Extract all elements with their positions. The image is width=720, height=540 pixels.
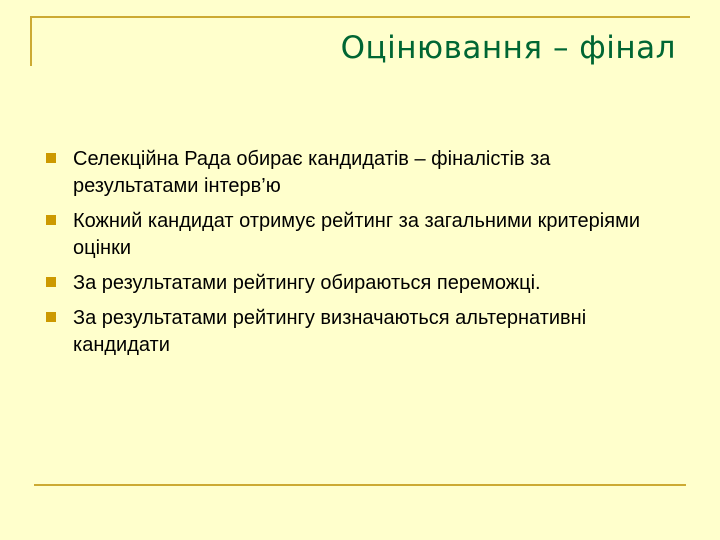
- square-bullet-icon: [46, 277, 56, 287]
- bullet-item: [44, 146, 664, 200]
- square-bullet-icon: [46, 312, 56, 322]
- bullet-text: За результатами рейтингу визначаються альтернативні кандидати: [73, 307, 587, 356]
- bottom-rule: [34, 484, 686, 486]
- bullet-text: Селекційна Рада обирає кандидатів – фіналістів за результатами інтерв’ю: [73, 148, 551, 197]
- slide-title: Оцінювання – фінал: [340, 30, 676, 66]
- bullet-item: [44, 270, 664, 297]
- bullet-item: [44, 305, 664, 359]
- top-rule: [30, 16, 690, 18]
- square-bullet-icon: [46, 153, 56, 163]
- left-tick-rule: [30, 16, 32, 66]
- square-bullet-icon: [46, 215, 56, 225]
- bullet-item: [44, 208, 664, 262]
- bullet-text: Кожний кандидат отримує рейтинг за загальними критеріями оцінки: [73, 210, 640, 259]
- bullet-text: За результатами рейтингу обираються переможці.: [73, 272, 541, 294]
- bullet-list: [44, 146, 664, 367]
